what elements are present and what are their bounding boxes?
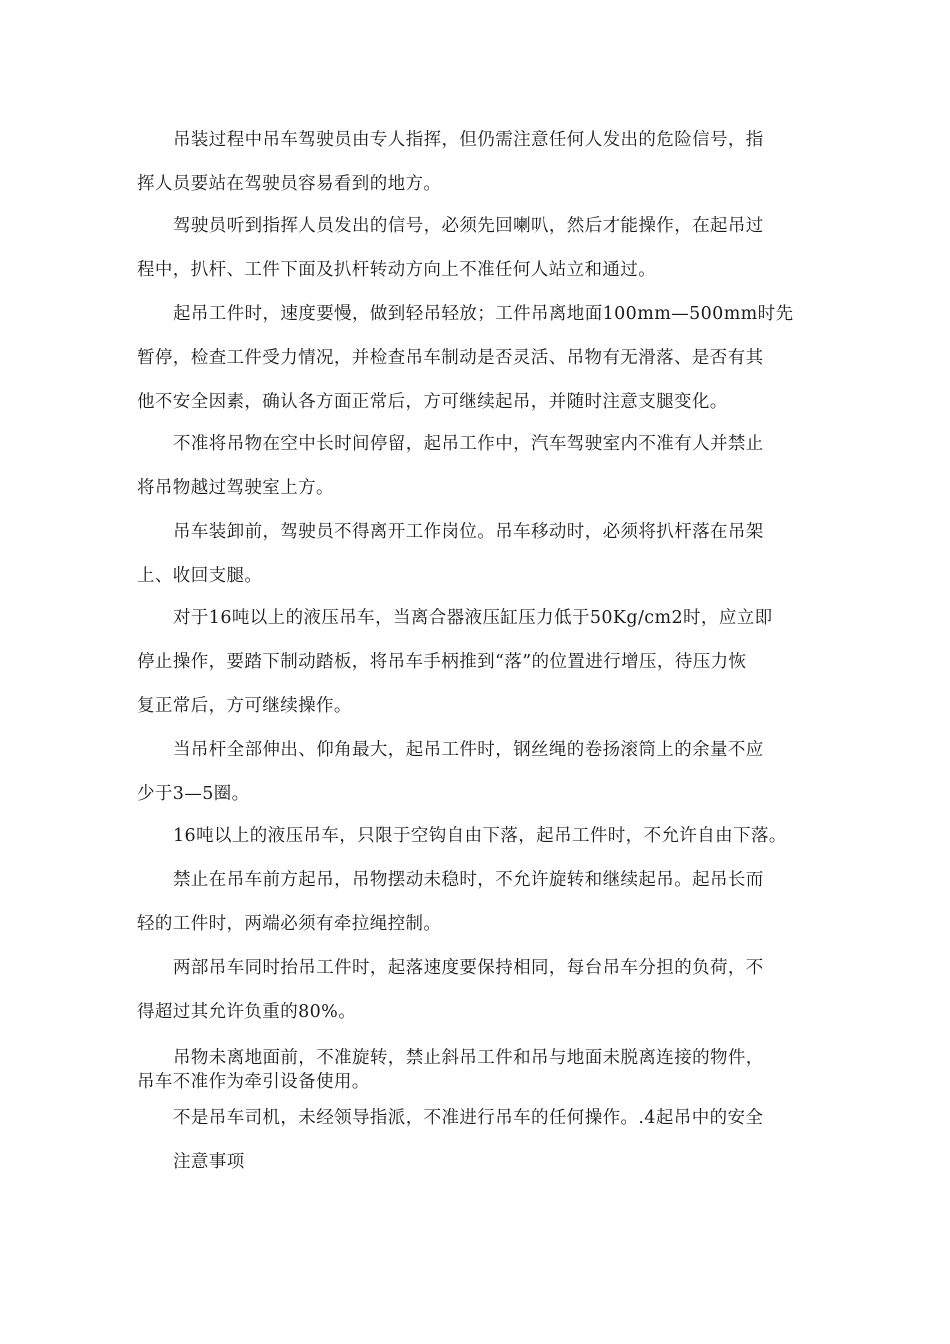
paragraph-line: 两部吊车同时抬吊工件时，起落速度要保持相同，每台吊车分担的负荷，不 <box>173 958 764 978</box>
paragraph-line: 停止操作，要踏下制动踏板，将吊车手柄推到“落”的位置进行增压，待压力恢 <box>137 652 747 672</box>
paragraph-line: 上、收回支腿。 <box>137 566 263 586</box>
paragraph-line: 挥人员要站在驾驶员容易看到的地方。 <box>137 174 442 194</box>
paragraph-line: 当吊杆全部伸出、仰角最大，起吊工件时，钢丝绳的卷扬滚筒上的余量不应 <box>173 740 764 760</box>
paragraph-line: 将吊物越过驾驶室上方。 <box>137 478 334 498</box>
paragraph-7 <box>137 728 817 816</box>
paragraph-line: 驾驶员听到指挥人员发出的信号，必须先回喇叭，然后才能操作，在起吊过 <box>173 216 764 236</box>
paragraph-line: 吊车不准作为牵引设备使用。 <box>137 1072 370 1092</box>
paragraph-line: 吊车装卸前，驾驶员不得离开工作岗位。吊车移动时，必须将扒杆落在吊架 <box>173 522 764 542</box>
paragraph-line: 对于16吨以上的液压吊车，当离合器液压缸压力低于50Kg/cm2时，应立即 <box>173 608 773 628</box>
paragraph-line: 少于3—5圈。 <box>137 784 250 804</box>
paragraph-line: 程中，扒杆、工件下面及扒杆转动方向上不准任何人站立和通过。 <box>137 260 657 280</box>
paragraph-8 <box>137 814 817 858</box>
paragraph-line: 得超过其允许负重的80%。 <box>137 1002 357 1022</box>
paragraph-line: 暂停，检查工件受力情况，并检查吊车制动是否灵活、吊物有无滑落、是否有其 <box>137 348 764 368</box>
paragraph-2 <box>137 204 817 292</box>
paragraph-line: 不准将吊物在空中长时间停留，起吊工作中，汽车驾驶室内不准有人并禁止 <box>173 434 764 454</box>
paragraph-11 <box>137 1046 817 1094</box>
paragraph-4 <box>137 422 817 510</box>
paragraph-line: 禁止在吊车前方起吊，吊物摆动未稳时，不允许旋转和继续起吊。起吊长而 <box>173 870 764 890</box>
paragraph-1 <box>137 118 817 206</box>
paragraph-line: 16吨以上的液压吊车，只限于空钩自由下落，起吊工件时，不允许自由下落。 <box>173 826 787 846</box>
paragraph-9 <box>137 858 817 946</box>
paragraph-10 <box>137 946 817 1034</box>
paragraph-line: 他不安全因素，确认各方面正常后，方可继续起吊，并随时注意支腿变化。 <box>137 392 728 412</box>
paragraph-line: 起吊工件时，速度要慢，做到轻吊轻放；工件吊离地面100mm—500mm时先 <box>173 304 794 324</box>
paragraph-line: 吊物未离地面前，不准旋转，禁止斜吊工件和吊与地面未脱离连接的物件， <box>173 1048 764 1068</box>
paragraph-6 <box>137 596 817 728</box>
paragraph-line: 吊装过程中吊车驾驶员由专人指挥，但仍需注意任何人发出的危险信号，指 <box>173 130 764 150</box>
paragraph-line: 不是吊车司机，未经领导指派，不准进行吊车的任何操作。.4起吊中的安全 <box>173 1108 764 1128</box>
paragraph-line: 复正常后，方可继续操作。 <box>137 696 352 716</box>
paragraph-3 <box>137 292 817 424</box>
paragraph-12 <box>137 1096 817 1184</box>
paragraph-line: 轻的工件时，两端必须有牵拉绳控制。 <box>137 914 442 934</box>
paragraph-line: 注意事项 <box>173 1152 245 1172</box>
paragraph-5 <box>137 510 817 598</box>
